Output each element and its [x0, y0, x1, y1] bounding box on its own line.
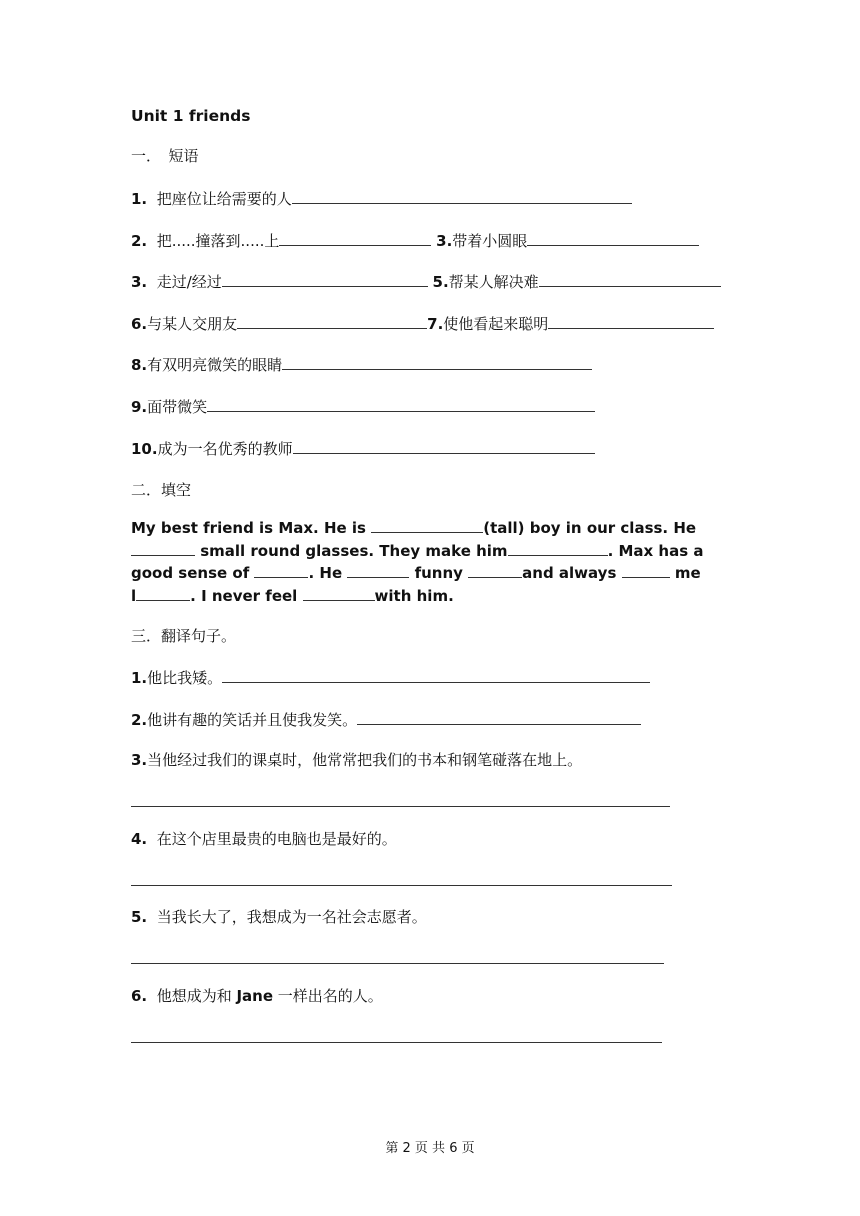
answer-blank[interactable]	[539, 271, 721, 287]
item-text: 把.....撞落到.....上	[156, 232, 280, 250]
answer-line[interactable]	[131, 805, 670, 807]
answer-line[interactable]	[131, 962, 664, 964]
para-text: small round glasses. They make him	[195, 542, 508, 560]
para-text: and always	[522, 564, 622, 582]
item-text: 在这个店里最贵的电脑也是最好的。	[156, 830, 397, 848]
para-text: l	[131, 587, 137, 605]
answer-blank[interactable]	[207, 396, 595, 412]
phrase-item-8	[131, 354, 592, 375]
answer-line[interactable]	[131, 1041, 662, 1043]
answer-blank[interactable]	[357, 709, 641, 725]
answer-blank[interactable]	[222, 667, 650, 683]
answer-blank[interactable]	[371, 517, 483, 533]
para-text: . Max has a	[607, 542, 704, 560]
fill-paragraph-line-2	[131, 540, 731, 563]
item-number: 8.	[131, 356, 148, 374]
translate-item-3	[131, 750, 582, 770]
answer-blank[interactable]	[222, 271, 428, 287]
para-text: funny	[414, 564, 469, 582]
answer-blank[interactable]	[131, 540, 195, 556]
fill-paragraph-line-4	[131, 585, 731, 608]
item-text: 他讲有趣的笑话并且使我发笑。	[147, 711, 358, 729]
translate-item-4	[131, 829, 397, 849]
item-number: 3.	[131, 751, 148, 769]
item-text: 当我长大了，我想成为一名社会志愿者。	[156, 908, 427, 926]
answer-line[interactable]	[131, 884, 672, 886]
answer-blank[interactable]	[279, 230, 431, 246]
answer-blank[interactable]	[254, 562, 308, 578]
item-number: 2.	[131, 711, 148, 729]
item-text-name: Jane	[236, 987, 274, 1005]
answer-blank[interactable]	[293, 438, 595, 454]
item-number: 1.	[131, 669, 148, 687]
item-number: 4.	[131, 830, 148, 848]
item-text: 把座位让给需要的人	[156, 190, 292, 208]
item-text: 与某人交朋友	[147, 315, 238, 333]
answer-blank[interactable]	[136, 585, 190, 601]
para-text: My best friend is Max. He is	[131, 519, 372, 537]
para-text: me	[669, 564, 701, 582]
para-text: (tall) boy in our class. He	[483, 519, 697, 537]
item-number: 6.	[131, 315, 148, 333]
phrase-item-2	[131, 230, 699, 251]
para-text: good sense of	[131, 564, 255, 582]
item-text: 成为一名优秀的教师	[157, 440, 293, 458]
item-number: 3.	[131, 273, 148, 291]
item-text: 他想成为和	[156, 987, 237, 1005]
answer-blank[interactable]	[622, 562, 670, 578]
phrase-item-9	[131, 396, 595, 417]
para-text: . He	[308, 564, 348, 582]
page-title: Unit 1 friends	[131, 107, 251, 125]
item-text: 帮某人解决难	[448, 273, 539, 291]
answer-blank[interactable]	[508, 540, 608, 556]
item-text: 当他经过我们的课桌时，他常常把我们的书本和钢笔碰落在地上。	[147, 751, 583, 769]
section-heading-fill: 二．填空	[131, 481, 192, 499]
item-text: 走过/经过	[156, 273, 222, 291]
section-heading-phrases: 一． 短语	[131, 147, 199, 165]
item-number: 9.	[131, 398, 148, 416]
phrase-item-10	[131, 438, 595, 459]
para-text: . I never feel	[190, 587, 303, 605]
item-number: 3.	[436, 232, 453, 250]
answer-blank[interactable]	[468, 562, 522, 578]
item-text: 带着小圆眼	[452, 232, 528, 250]
item-text: 一样出名的人。	[273, 987, 383, 1005]
answer-blank[interactable]	[303, 585, 375, 601]
answer-blank[interactable]	[237, 313, 427, 329]
phrase-item-1	[131, 188, 632, 209]
translate-item-2	[131, 709, 641, 730]
translate-item-6	[131, 986, 383, 1006]
item-number: 7.	[427, 315, 444, 333]
answer-blank[interactable]	[347, 562, 409, 578]
item-text: 他比我矮。	[147, 669, 223, 687]
section-heading-translate: 三．翻译句子。	[131, 627, 237, 645]
fill-paragraph-line-1	[131, 517, 731, 540]
item-text: 有双明亮微笑的眼睛	[147, 356, 283, 374]
item-number: 5.	[131, 908, 148, 926]
page-footer: 第 2 页 共 6 页	[385, 1141, 475, 1156]
phrase-item-6	[131, 313, 714, 334]
translate-item-5	[131, 907, 427, 927]
item-number: 5.	[432, 273, 449, 291]
answer-blank[interactable]	[527, 230, 699, 246]
answer-blank[interactable]	[548, 313, 714, 329]
phrase-item-3	[131, 271, 721, 292]
item-number: 6.	[131, 987, 148, 1005]
item-number: 1.	[131, 190, 148, 208]
translate-item-1	[131, 667, 650, 688]
answer-blank[interactable]	[292, 188, 632, 204]
item-text: 使他看起来聪明	[443, 315, 549, 333]
item-number: 10.	[131, 440, 158, 458]
para-text: with him.	[374, 587, 454, 605]
item-text: 面带微笑	[147, 398, 208, 416]
fill-paragraph-line-3	[131, 562, 731, 585]
item-number: 2.	[131, 232, 148, 250]
answer-blank[interactable]	[282, 354, 592, 370]
